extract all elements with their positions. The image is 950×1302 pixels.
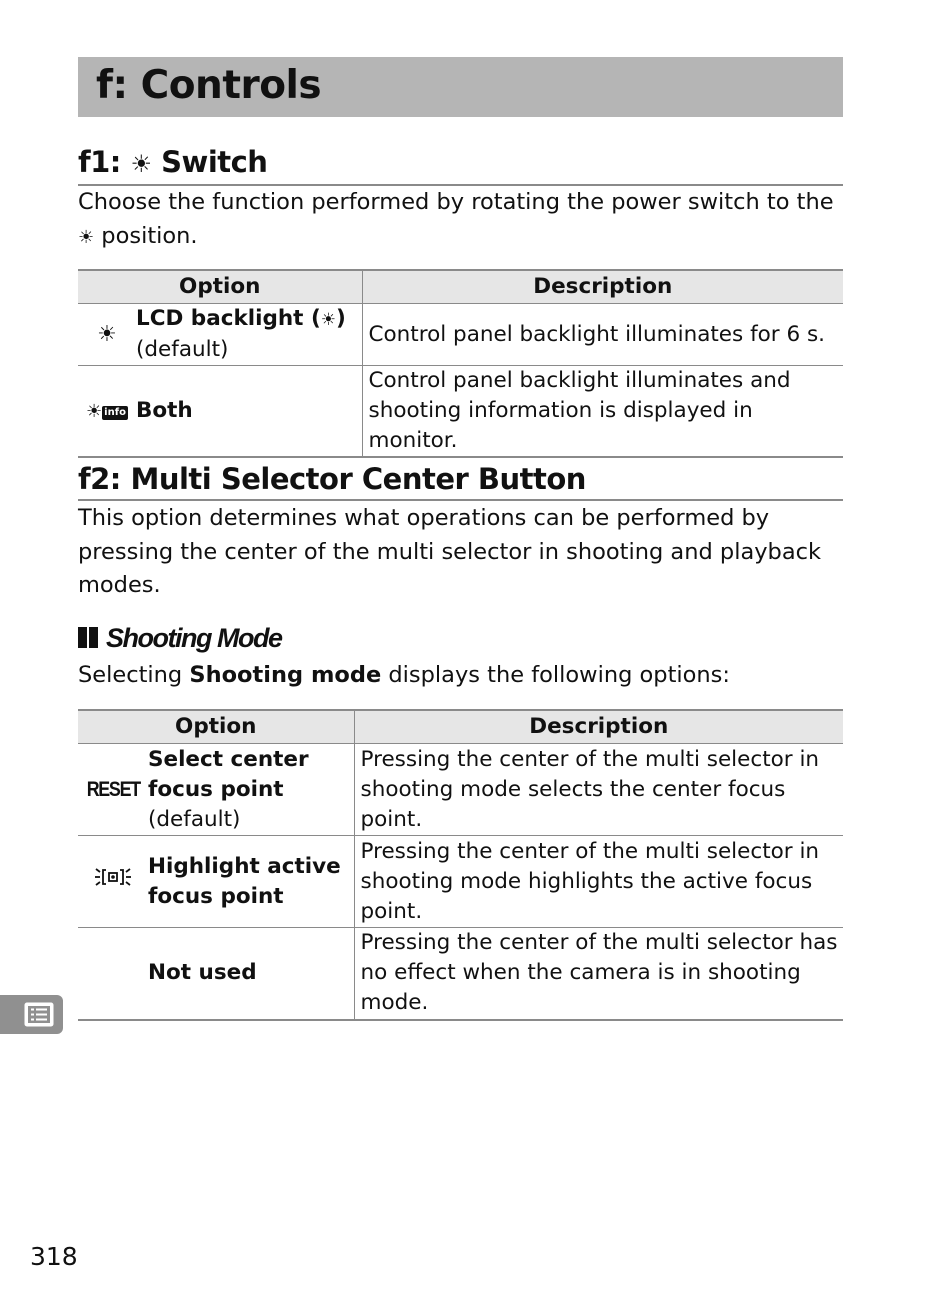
info-icon: info — [104, 406, 126, 418]
f1-heading-prefix: f1: — [78, 145, 121, 179]
option-description: Pressing the center of the multi selector in shooting mode selects the center focus point. — [354, 744, 843, 836]
backlight-icon: ☀ — [320, 310, 337, 330]
highlight-focus-point-icon — [78, 836, 148, 928]
option-cell — [148, 744, 354, 836]
f2-intro: This option determines what operations can be performed by pressing the center of the multi selector in shooting and playback modes. — [78, 505, 822, 598]
col-header-description: Description — [354, 710, 843, 744]
f1-options-table — [78, 269, 843, 458]
section-marker-icon — [89, 627, 98, 648]
table-row — [78, 836, 843, 928]
page-title-bar — [78, 57, 843, 117]
backlight-icon: ☀ — [78, 304, 136, 366]
backlight-info-icon: ☀ info — [78, 366, 136, 458]
table-row — [78, 366, 843, 458]
option-name: Select center focus point — [148, 746, 309, 802]
option-note: (default) — [148, 806, 241, 832]
f1-heading-suffix: Switch — [161, 145, 268, 179]
col-header-option: Option — [78, 710, 354, 744]
shooting-mode-subheading: Shooting Mode — [78, 618, 281, 658]
backlight-icon: ☀ — [130, 150, 152, 178]
reset-icon: RESET — [78, 744, 148, 836]
option-name: Highlight active focus point — [148, 836, 354, 928]
table-row — [78, 304, 843, 366]
menu-tab-marker — [0, 995, 63, 1034]
option-name: Both — [136, 366, 362, 458]
section-marker-icon — [78, 627, 87, 648]
shooting-mode-term: Shooting mode — [189, 662, 382, 688]
option-name: LCD backlight ( — [136, 306, 321, 331]
option-cell: LCD backlight (☀) (default) — [136, 304, 362, 366]
menu-list-icon — [0, 995, 63, 1034]
table-row — [78, 928, 843, 1020]
page-title: f: Controls — [96, 63, 322, 108]
option-description: Control panel backlight illuminates for 6 s. — [362, 304, 843, 366]
option-description: Pressing the center of the multi selector has no effect when the camera is in shooting mode. — [354, 928, 843, 1020]
col-header-description: Description — [362, 270, 843, 304]
page-number: 318 — [30, 1242, 78, 1271]
table-row — [78, 744, 843, 836]
f1-heading — [78, 142, 843, 186]
f2-options-table — [78, 709, 843, 1021]
option-name: Not used — [148, 928, 354, 1020]
f2-heading: f2: Multi Selector Center Button — [78, 459, 843, 501]
option-description: Pressing the center of the multi selector in shooting mode highlights the active focus point. — [354, 836, 843, 928]
shooting-mode-intro: Selecting Shooting mode displays the following options: — [78, 662, 730, 688]
option-note: (default) — [136, 337, 229, 362]
empty-icon-cell — [78, 928, 148, 1020]
f1-intro: Choose the function performed by rotating the power switch to the ☀ position. — [78, 189, 834, 249]
col-header-option: Option — [78, 270, 362, 304]
option-description: Control panel backlight illuminates and shooting information is displayed in monitor. — [362, 366, 843, 458]
backlight-icon: ☀ — [78, 226, 95, 248]
